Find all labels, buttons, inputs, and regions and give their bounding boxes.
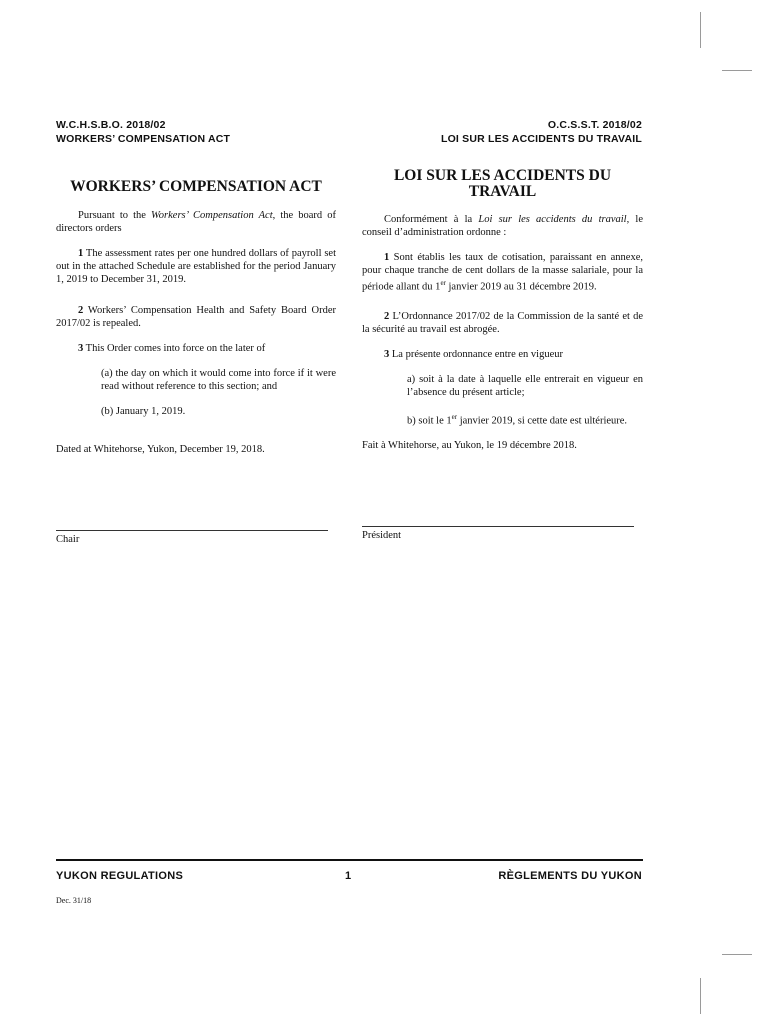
footer-rule xyxy=(56,859,643,861)
crop-mark-top-right xyxy=(722,70,752,71)
english-paragraph-a: (a) the day on which it would come into force if it were read without reference to this section; and xyxy=(101,368,336,392)
french-section-1: 1 Sont établis les taux de cotisation, paraissant en annexe, pour chaque tranche de cent dollars de la masse salariale, pour la période allant du 1er janvier 2019 au 31 décembre 2019. xyxy=(362,252,643,293)
english-column xyxy=(56,168,336,546)
section-number: 3 xyxy=(78,343,84,354)
english-intro: Pursuant to the Workers’ Compensation Act, the board of directors orders xyxy=(56,210,336,234)
french-paragraph-b: b) soit le 1er janvier 2019, si cette date est ultérieure. xyxy=(407,412,628,426)
french-column xyxy=(362,168,643,542)
crop-mark-top xyxy=(700,12,701,48)
section-number: 3 xyxy=(384,348,390,360)
crop-mark-bottom-right xyxy=(722,954,752,955)
french-section-2: 2 L’Ordonnance 2017/02 de la Commission de la santé et de la sécurité au travail est abrogée. xyxy=(362,310,643,335)
footer-title-english: YUKON REGULATIONS xyxy=(56,870,184,882)
header-act-name-fr: LOI SUR LES ACCIDENTS DU TRAVAIL xyxy=(440,133,642,145)
header-order-number-fr: O.C.S.S.T. 2018/02 xyxy=(547,119,642,131)
section-number: 1 xyxy=(78,248,84,259)
footer-date: Dec. 31/18 xyxy=(56,896,92,905)
english-paragraph-b: (b) January 1, 2019. xyxy=(101,406,186,417)
section-number: 1 xyxy=(384,252,390,263)
running-header-french xyxy=(441,118,642,146)
english-signature-title: Chair xyxy=(56,534,80,545)
english-section-3: 3 This Order comes into force on the later of xyxy=(78,343,266,354)
running-header-english xyxy=(56,118,230,146)
french-dated: Fait à Whitehorse, au Yukon, le 19 décembre 2018. xyxy=(362,440,577,451)
page-number: 1 xyxy=(345,870,352,882)
french-section-3: 3 La présente ordonnance entre en vigueur xyxy=(384,348,564,360)
french-title: LOI SUR LES ACCIDENTS DU TRAVAIL xyxy=(393,167,612,200)
header-act-name: WORKERS’ COMPENSATION ACT xyxy=(56,133,231,145)
section-number: 2 xyxy=(78,305,84,316)
english-dated: Dated at Whitehorse, Yukon, December 19, 2018. xyxy=(56,444,265,455)
french-signature-line xyxy=(362,526,634,542)
footer-title-french: RÈGLEMENTS DU YUKON xyxy=(498,870,642,882)
french-signature-title: Président xyxy=(362,530,402,541)
english-section-2: 2 Workers’ Compensation Health and Safety Board Order 2017/02 is repealed. xyxy=(56,305,336,329)
english-title: WORKERS’ COMPENSATION ACT xyxy=(70,178,322,195)
crop-mark-bottom xyxy=(700,978,701,1014)
french-intro: Conformément à la Loi sur les accidents du travail, le conseil d’administration ordonne : xyxy=(362,214,644,238)
header-order-number: W.C.H.S.B.O. 2018/02 xyxy=(56,119,166,131)
french-paragraph-a: a) soit à la date à laquelle elle entrerait en vigueur en l’absence du présent article; xyxy=(407,373,643,398)
english-signature-line xyxy=(56,530,328,546)
english-section-1: 1 The assessment rates per one hundred dollars of payroll set out in the attached Schedule are established for the period January 1, 2019 to December 31, 2019. xyxy=(56,248,336,285)
section-number: 2 xyxy=(384,310,390,322)
